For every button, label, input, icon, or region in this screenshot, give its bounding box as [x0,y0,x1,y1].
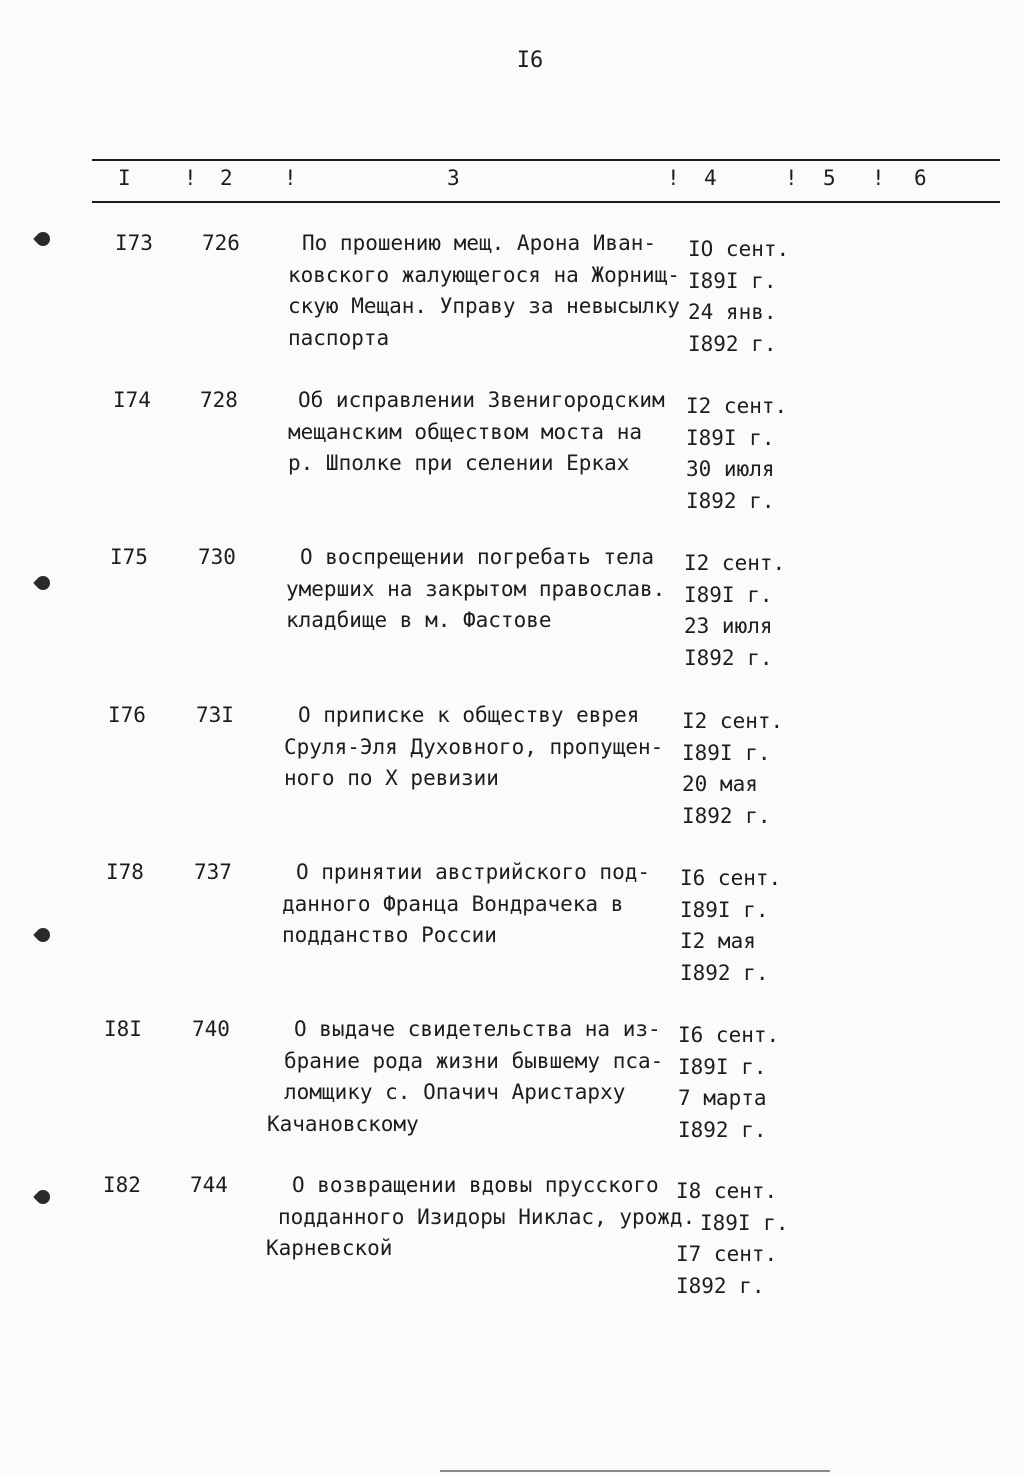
header-separator: ! [667,166,680,190]
description-line: скую Мещан. Управу за невысылку [288,294,680,318]
description-line: брание рода жизни бывшему пса- [284,1048,664,1073]
table-header [0,166,1024,194]
header-separator: ! [184,166,197,190]
description-line: ного по X ревизии [284,766,499,790]
file-number: 728 [200,388,238,412]
date-line: I2 сент. [682,709,784,733]
file-number: 73I [196,703,234,727]
punch-hole-mark [33,573,53,593]
row-number: I8I [104,1017,142,1041]
date-line: I89I г. [680,897,769,922]
file-number: 730 [198,545,236,569]
description-line: О воспрещении погребать тела [300,545,655,569]
date-line: 30 июля [686,457,775,481]
description [267,1014,664,1140]
date-line: I7 сент. [676,1242,778,1266]
date-line: I89I г. [684,582,773,607]
description [282,857,651,952]
description [288,228,680,354]
description-line: О принятии австрийского под- [296,860,651,884]
date-line: I892 г. [676,1273,765,1298]
description-line: По прошению мещ. Арона Иван- [302,231,657,255]
date-line: I89I г. [678,1054,767,1079]
date-line: I89I г. [686,425,775,450]
dates [682,706,783,832]
description-line: Сруля-Эля Духовного, пропущен- [284,734,664,759]
header-col-5: 5 [823,166,836,190]
description-line: умерших на закрытом православ. [286,576,666,601]
file-number: 740 [192,1017,230,1041]
row-number: I73 [115,231,153,255]
date-line: IO сент. [688,237,790,261]
table-header-rule [92,201,1000,203]
description [286,542,666,637]
dates [684,548,785,674]
date-line: I89I г. [682,740,771,765]
row-number: I75 [110,545,148,569]
date-line: I2 сент. [686,394,788,418]
date-line: I89I г. [700,1210,789,1235]
header-col-4: 4 [704,166,717,190]
date-line: 7 марта [678,1086,767,1110]
bottom-edge-line [440,1470,830,1472]
row-number: I78 [106,860,144,884]
description-line: подданного Изидоры Никлас, урожд. [278,1204,696,1229]
description-line: ломщику с. Опачич Аристарху [284,1080,626,1104]
description-line: кладбище в м. Фастове [286,608,552,632]
header-separator: ! [872,166,885,190]
row-number: I74 [113,388,151,412]
date-line: 23 июля [684,614,773,638]
date-line: I892 г. [688,331,777,356]
date-line: 24 янв. [688,300,777,324]
date-line: I2 мая [680,929,756,953]
date-line: I8 сент. [676,1179,778,1203]
description [266,1170,696,1265]
row-number: I82 [103,1173,141,1197]
file-number: 726 [202,231,240,255]
date-line: I892 г. [684,645,773,670]
description-line: О выдаче свидетельства на из- [294,1017,661,1041]
dates [686,391,787,517]
row-number: I76 [108,703,146,727]
dates [678,1020,779,1146]
description [284,700,664,795]
date-line: 20 мая [682,772,758,796]
file-number: 737 [194,860,232,884]
page-number: I6 [516,48,544,73]
description-line: мещанским обществом моста на [288,419,643,444]
date-line: I89I г. [688,268,777,293]
description-line: паспорта [288,325,390,350]
description-line: данного Франца Вондрачека в [282,891,624,916]
date-line: I6 сент. [678,1023,780,1047]
date-line: I2 сент. [684,551,786,575]
dates [688,234,789,360]
file-number: 744 [190,1173,228,1197]
description [288,385,665,480]
header-col-1: I [118,166,131,190]
description-line: О приписке к обществу еврея [298,703,640,727]
header-separator: ! [785,166,798,190]
header-separator: ! [284,166,297,190]
date-line: I892 г. [680,960,769,985]
punch-hole-mark [33,1187,53,1207]
header-col-3: 3 [447,166,460,190]
punch-hole-mark [33,229,53,249]
punch-hole-mark [33,925,53,945]
table-top-rule [92,159,1000,161]
date-line: I892 г. [678,1117,767,1142]
dates [676,1176,789,1302]
description-line: ковского жалующегося на Жорнищ- [288,262,680,287]
header-col-2: 2 [220,166,233,190]
date-line: I6 сент. [680,866,782,890]
description-line: р. Шполке при селении Ерках [288,451,630,475]
description-line: Карневской [266,1236,393,1260]
description-line: Качановскому [267,1111,419,1136]
date-line: I892 г. [682,803,771,828]
description-line: Об исправлении Звенигородским [298,388,665,412]
header-col-6: 6 [914,166,927,190]
description-line: О возвращении вдовы прусского [292,1173,659,1197]
date-line: I892 г. [686,488,775,513]
dates [680,863,781,989]
description-line: подданство России [282,923,497,947]
